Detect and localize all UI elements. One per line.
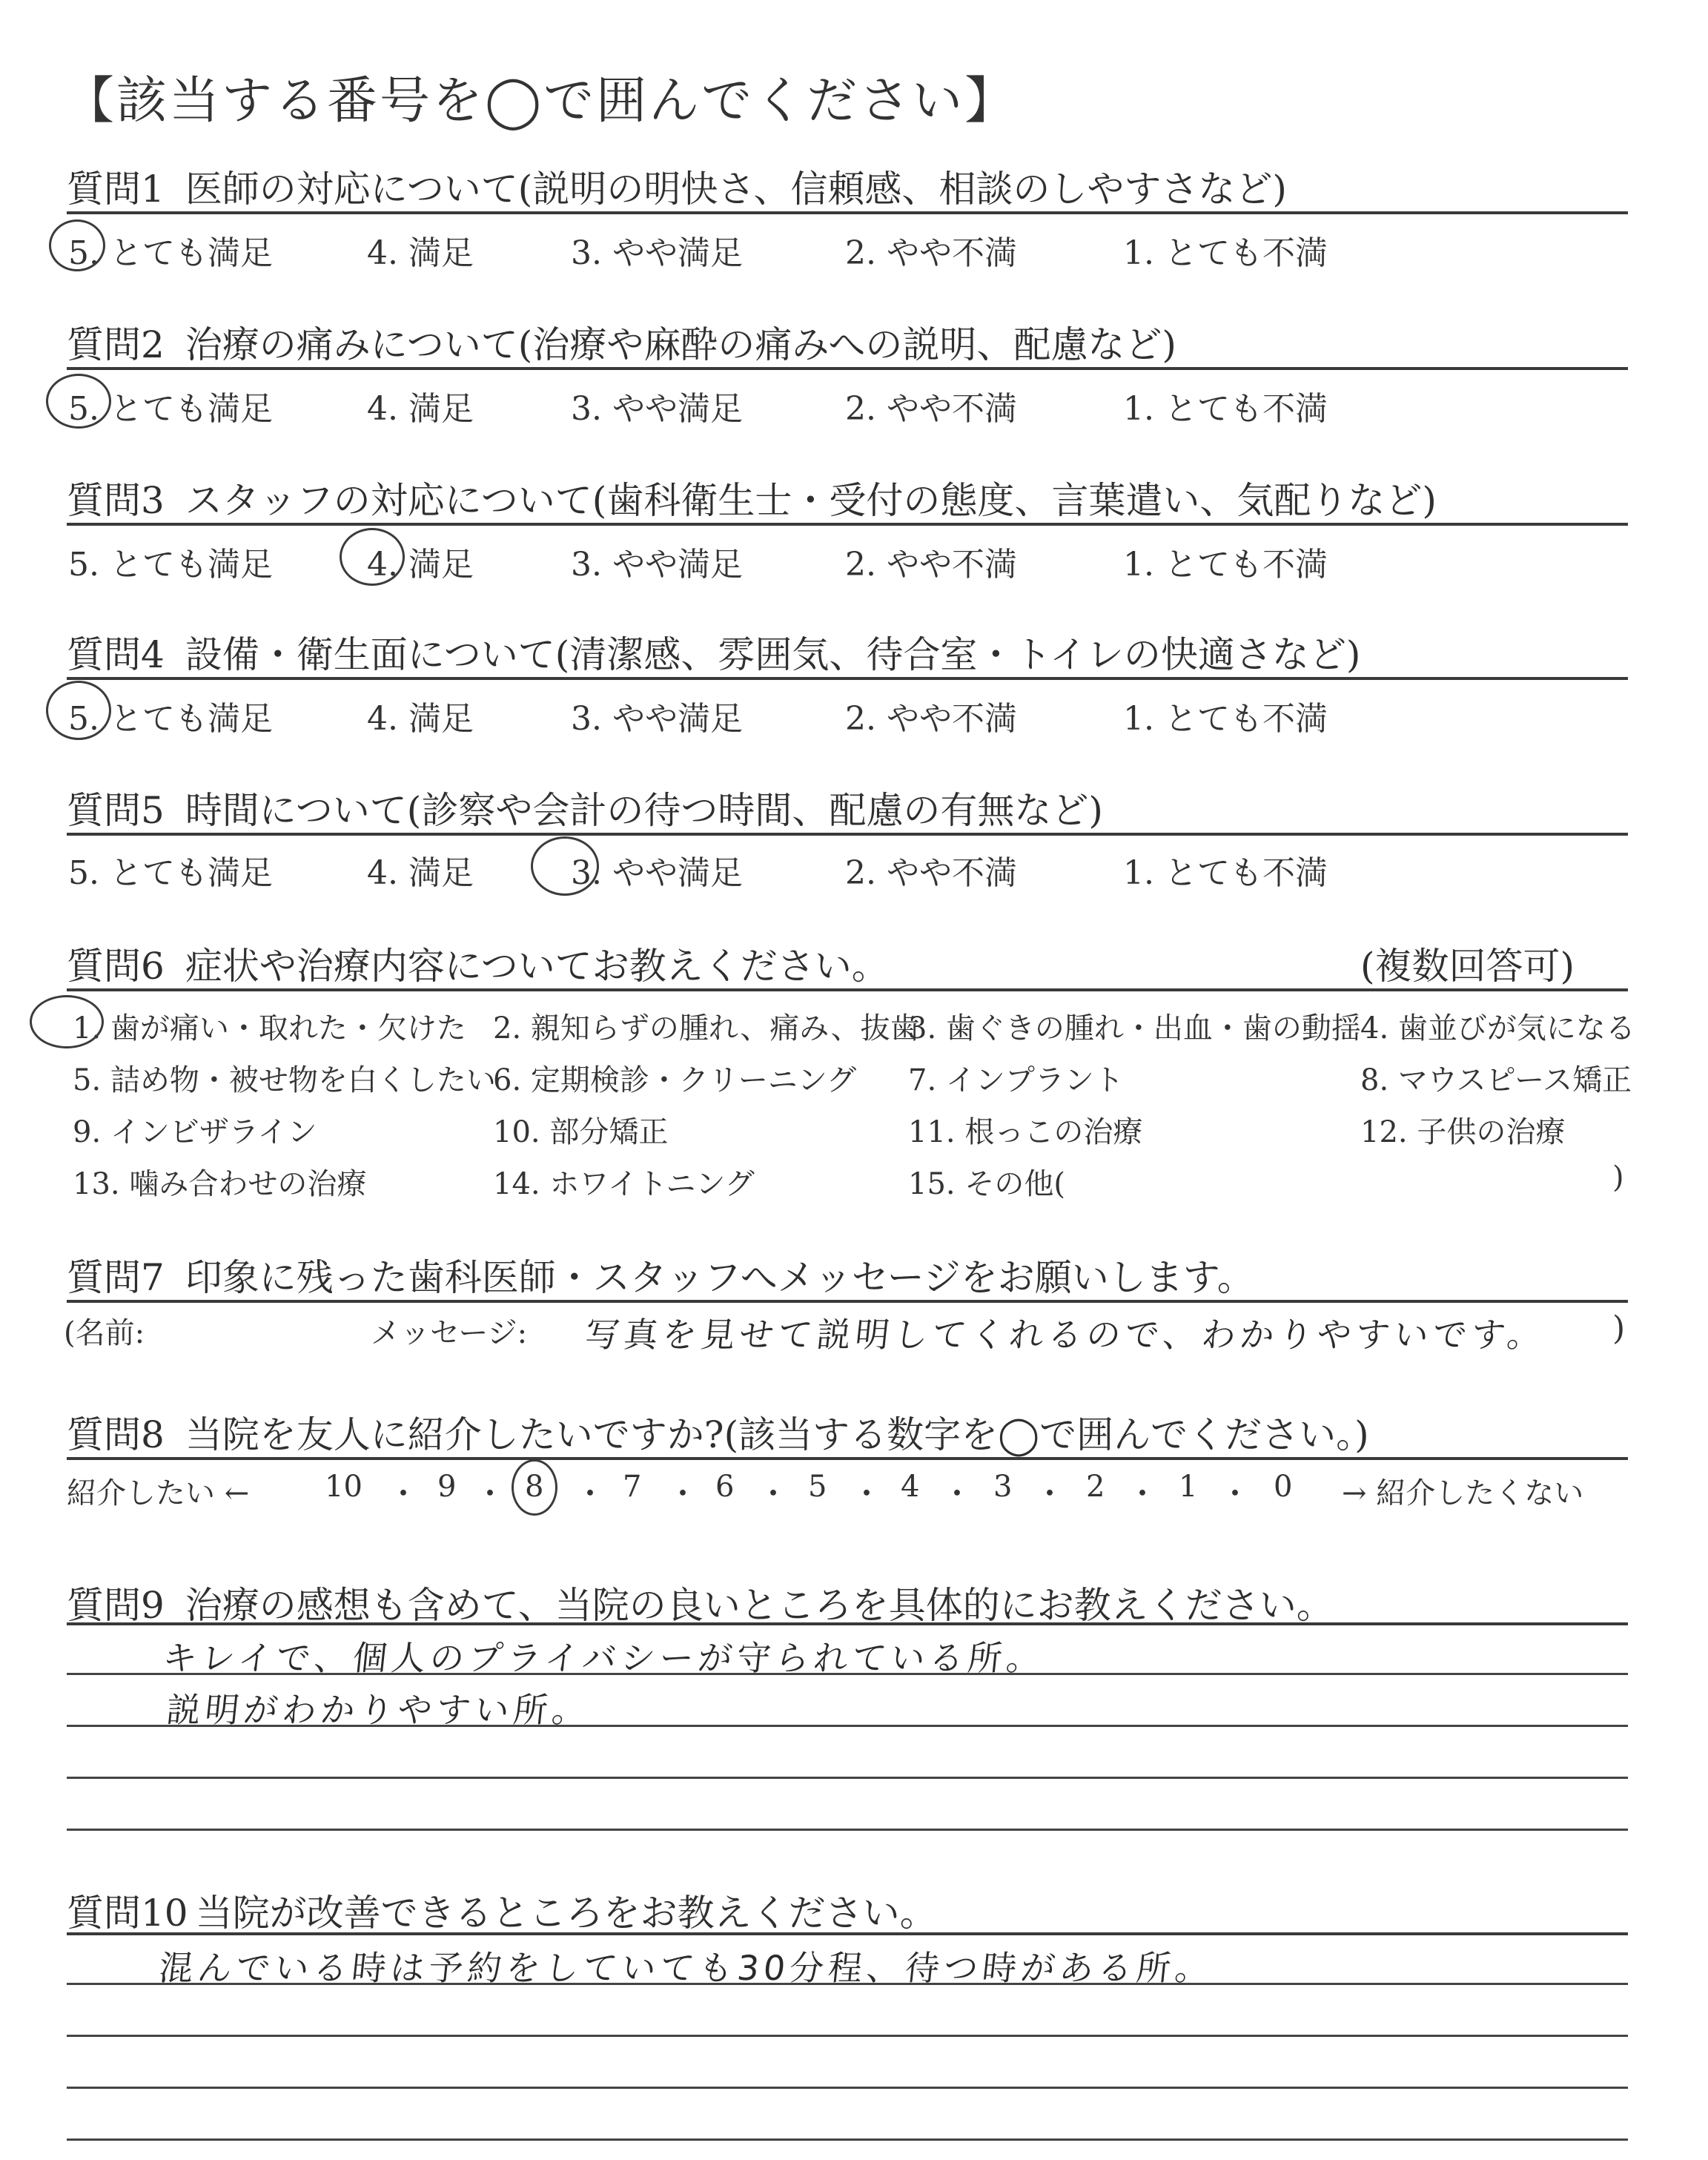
recommend-right-label: → 紹介したくない [1342, 1476, 1584, 1510]
selection-circle [512, 1459, 557, 1516]
q6-option-13[interactable]: 13. 噛み合わせの治療 [73, 1167, 367, 1201]
other-close-paren: ) [1612, 1160, 1624, 1195]
message-label: メッセージ: [371, 1316, 528, 1350]
option-4[interactable]: 4. 満足 [367, 854, 474, 892]
q6-option-3[interactable]: 3. 歯ぐきの腫れ・出血・歯の動揺 [908, 1011, 1361, 1046]
scale-7[interactable]: 7 [623, 1470, 642, 1504]
scale-4[interactable]: 4 [901, 1470, 920, 1504]
scale-dot: ・ [1219, 1476, 1251, 1512]
question-number: 質問9 [67, 1584, 165, 1627]
q6-option-14[interactable]: 14. ホワイトニング [493, 1167, 755, 1201]
scale-6[interactable]: 6 [715, 1470, 735, 1504]
option-4[interactable]: 4. 満足 [367, 546, 474, 584]
q6-option-6[interactable]: 6. 定期検診・クリーニング [493, 1063, 857, 1097]
scale-3[interactable]: 3 [993, 1470, 1013, 1504]
question-rule [67, 1300, 1628, 1303]
scale-dot: ・ [851, 1476, 883, 1512]
q6-option-4[interactable]: 4. 歯並びが気になる [1360, 1011, 1635, 1046]
answer-line [67, 1983, 1628, 1985]
message-close-paren: ) [1612, 1309, 1626, 1347]
option-4[interactable]: 4. 満足 [367, 700, 474, 738]
option-1[interactable]: 1. とても不満 [1123, 546, 1328, 584]
question-text: 時間について(診察や会計の待つ時間、配慮の有無など) [185, 789, 1103, 832]
scale-dot: ・ [941, 1476, 973, 1512]
question-7 [67, 1248, 1254, 1301]
scale-5[interactable]: 5 [808, 1470, 827, 1504]
question-8 [67, 1405, 1369, 1459]
selection-circle [46, 374, 111, 429]
question-number: 質問1 [67, 168, 165, 211]
scale-1[interactable]: 1 [1179, 1470, 1198, 1504]
scale-dot: ・ [1034, 1476, 1066, 1512]
question-9 [67, 1576, 1334, 1629]
question-1 [67, 159, 1287, 213]
option-1[interactable]: 1. とても不満 [1123, 234, 1328, 272]
question-text: 症状や治療内容についてお教えください。 [185, 945, 889, 988]
option-3[interactable]: 3. やや満足 [571, 390, 743, 428]
question-rule [67, 988, 1628, 991]
selection-circle [30, 995, 104, 1048]
answer-line [67, 1777, 1628, 1779]
option-1[interactable]: 1. とても不満 [1123, 700, 1328, 738]
question-number: 質問10 [67, 1892, 188, 1935]
question-number: 質問3 [67, 479, 165, 522]
question-number: 質問7 [67, 1256, 165, 1299]
question-4 [67, 625, 1360, 678]
scale-dot: ・ [667, 1476, 699, 1512]
option-5[interactable]: 5. とても満足 [68, 390, 273, 428]
question-3 [67, 471, 1437, 524]
option-2[interactable]: 2. やや不満 [845, 854, 1017, 892]
scale-dot: ・ [474, 1476, 506, 1512]
q6-option-2[interactable]: 2. 親知らずの腫れ、痛み、抜歯 [493, 1011, 920, 1046]
question-rule [67, 833, 1628, 836]
q6-option-10[interactable]: 10. 部分矯正 [493, 1115, 669, 1149]
option-3[interactable]: 3. やや満足 [571, 854, 743, 892]
question-rule [67, 677, 1628, 680]
q6-option-5[interactable]: 5. 詰め物・被せ物を白くしたい [73, 1063, 496, 1097]
scale-dot: ・ [388, 1476, 420, 1512]
option-5[interactable]: 5. とても満足 [68, 234, 273, 272]
handwritten-answer-line-1: 混んでいる時は予約をしていても30分程、待つ時がある所。 [156, 1948, 1217, 1988]
question-text: 設備・衛生面について(清潔感、雰囲気、待合室・トイレの快適さなど) [185, 633, 1361, 676]
option-1[interactable]: 1. とても不満 [1123, 854, 1328, 892]
question-number: 質問8 [67, 1413, 165, 1456]
option-2[interactable]: 2. やや不満 [845, 234, 1017, 272]
question-2 [67, 315, 1176, 369]
question-rule [67, 211, 1628, 214]
q6-option-1[interactable]: 1. 歯が痛い・取れた・欠けた [73, 1011, 466, 1046]
q6-option-7[interactable]: 7. インプラント [908, 1063, 1124, 1097]
question-number: 質問5 [67, 789, 165, 832]
scale-8[interactable]: 8 [525, 1470, 544, 1504]
option-2[interactable]: 2. やや不満 [845, 390, 1017, 428]
handwritten-answer-line-1: キレイで、個人のプライバシーが守られている所。 [160, 1638, 1047, 1678]
question-text: 治療の痛みについて(治療や麻酔の痛みへの説明、配慮など) [185, 323, 1176, 366]
option-4[interactable]: 4. 満足 [367, 390, 474, 428]
question-text: 当院を友人に紹介したいですか?(該当する数字を◯で囲んでください。) [185, 1413, 1369, 1456]
option-3[interactable]: 3. やや満足 [571, 234, 743, 272]
question-number: 質問6 [67, 945, 165, 988]
scale-2[interactable]: 2 [1086, 1470, 1105, 1504]
option-5[interactable]: 5. とても満足 [68, 700, 273, 738]
question-text: スタッフの対応について(歯科衛生士・受付の態度、言葉遣い、気配りなど) [185, 479, 1437, 522]
multiple-answers-note: (複数回答可) [1360, 945, 1575, 988]
q6-option-15[interactable]: 15. その他( [908, 1167, 1065, 1201]
selection-circle [49, 219, 105, 271]
question-rule [67, 1932, 1628, 1935]
scale-10[interactable]: 10 [325, 1470, 363, 1504]
scale-0[interactable]: 0 [1274, 1470, 1293, 1504]
question-rule [67, 1457, 1628, 1460]
selection-circle [340, 528, 405, 586]
question-rule [67, 367, 1628, 370]
question-5 [67, 781, 1103, 834]
question-number: 質問4 [67, 633, 165, 676]
question-text: 当院が改善できるところをお教えください。 [195, 1892, 937, 1935]
answer-line [67, 1829, 1628, 1831]
option-1[interactable]: 1. とても不満 [1123, 390, 1328, 428]
instruction-title: 【該当する番号を◯で囲んでください】 [64, 72, 1018, 131]
option-3[interactable]: 3. やや満足 [571, 700, 743, 738]
answer-line [67, 1673, 1628, 1675]
selection-circle [531, 836, 599, 896]
option-4[interactable]: 4. 満足 [367, 234, 474, 272]
option-5[interactable]: 5. とても満足 [68, 546, 273, 584]
recommend-left-label: 紹介したい ← [67, 1476, 250, 1510]
q6-option-12[interactable]: 12. 子供の治療 [1360, 1115, 1566, 1149]
scale-dot: ・ [1127, 1476, 1159, 1512]
option-2[interactable]: 2. やや不満 [845, 546, 1017, 584]
scale-dot: ・ [758, 1476, 790, 1512]
scale-9[interactable]: 9 [437, 1470, 457, 1504]
handwritten-answer-line-2: 説明がわかりやすい所。 [164, 1690, 593, 1730]
answer-line [67, 1725, 1628, 1727]
question-rule [67, 1622, 1628, 1625]
q6-option-9[interactable]: 9. インビザライン [73, 1115, 317, 1149]
question-6 [67, 937, 1575, 990]
name-label: (名前: [64, 1316, 145, 1350]
option-3[interactable]: 3. やや満足 [571, 546, 743, 584]
question-rule [67, 523, 1628, 526]
scale-dot: ・ [575, 1476, 606, 1512]
selection-circle [46, 681, 111, 740]
question-text: 治療の感想も含めて、当院の良いところを具体的にお教えください。 [185, 1584, 1334, 1627]
question-number: 質問2 [67, 323, 165, 366]
question-text: 医師の対応について(説明の明快さ、信頼感、相談のしやすさなど) [185, 168, 1287, 211]
handwritten-message: 写真を見せて説明してくれるので、わかりやすいです。 [583, 1315, 1548, 1355]
answer-line [67, 2035, 1628, 2037]
question-text: 印象に残った歯科医師・スタッフへメッセージをお願いします。 [185, 1256, 1254, 1299]
question-10 [67, 1883, 937, 1937]
option-5[interactable]: 5. とても満足 [68, 854, 273, 892]
q6-option-8[interactable]: 8. マウスピース矯正 [1360, 1063, 1632, 1097]
answer-line [67, 2087, 1628, 2089]
answer-line [67, 2138, 1628, 2141]
option-2[interactable]: 2. やや不満 [845, 700, 1017, 738]
q6-option-11[interactable]: 11. 根っこの治療 [908, 1115, 1143, 1149]
